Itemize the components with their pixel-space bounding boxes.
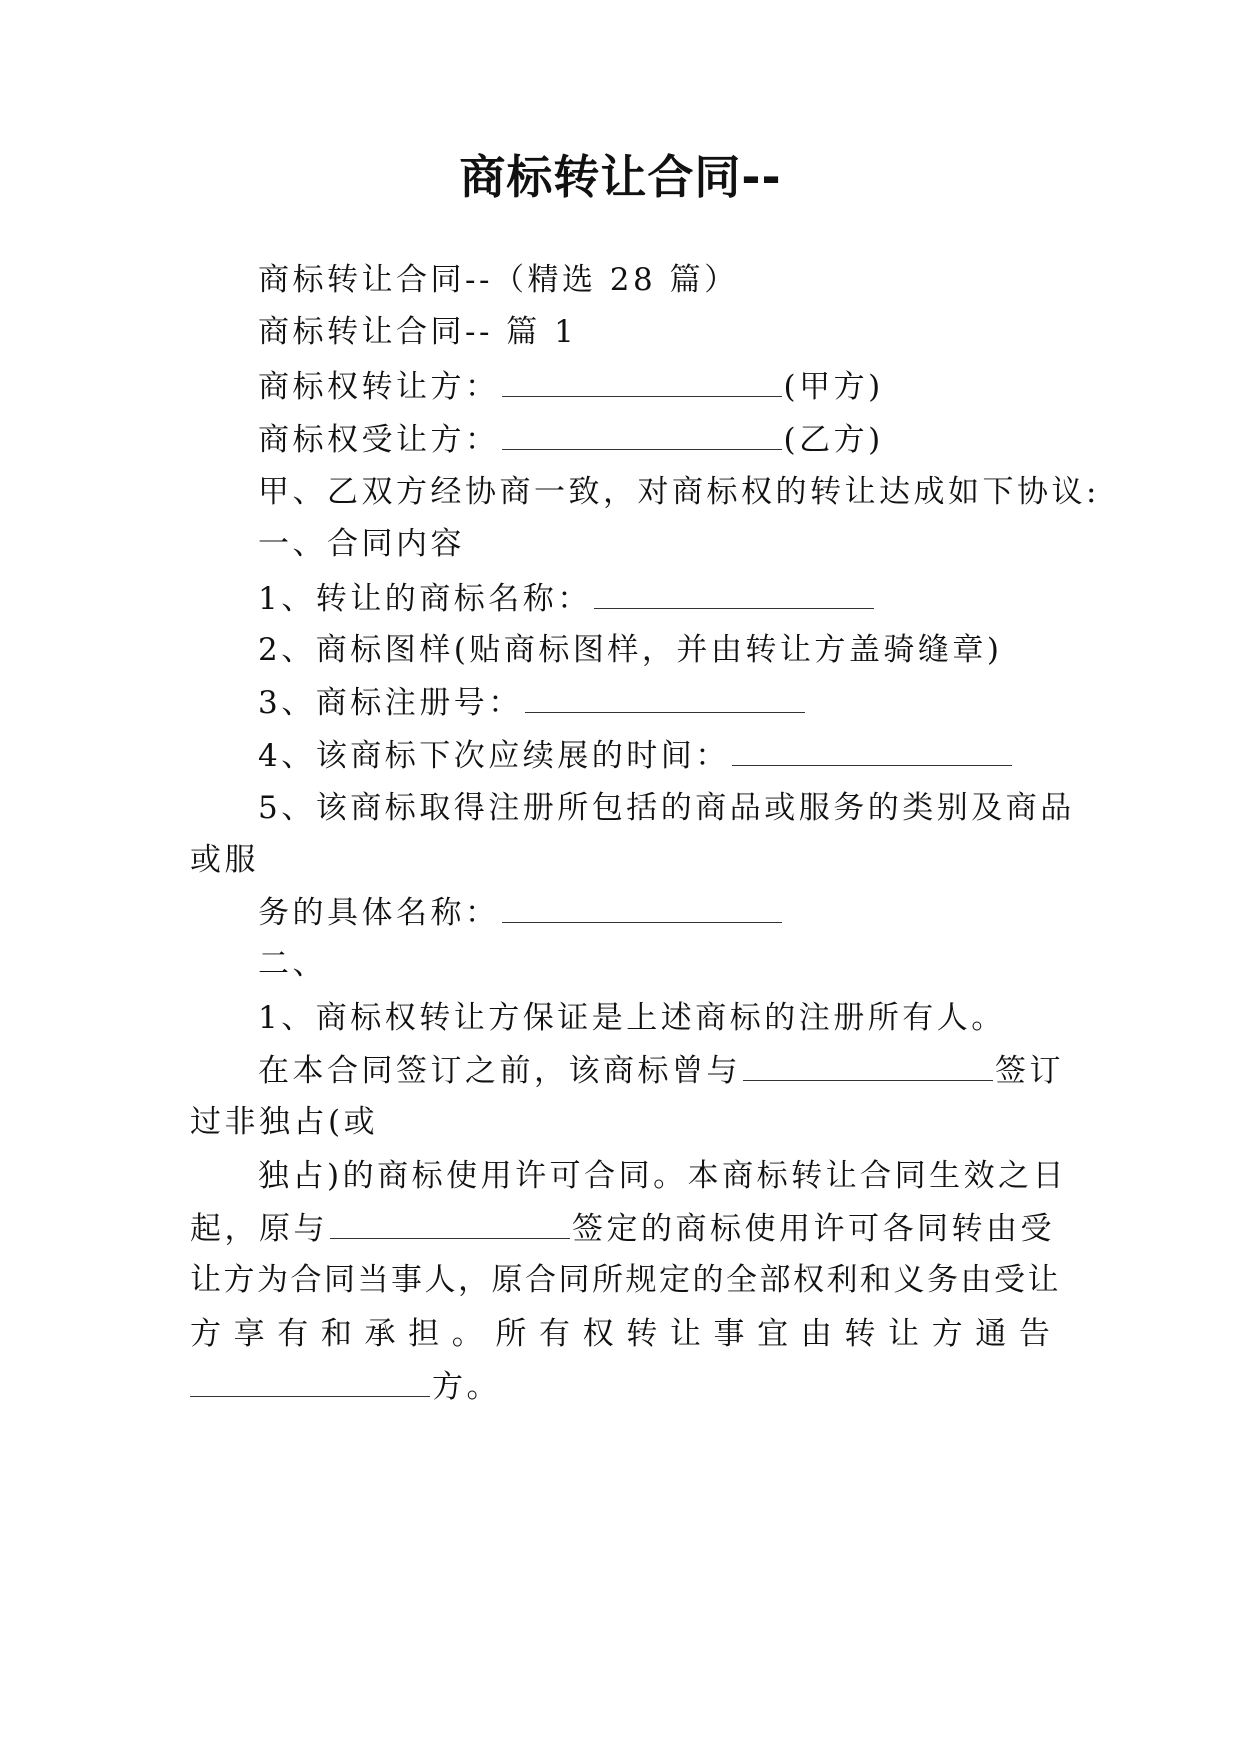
party-a-label: (甲方) (783, 369, 884, 405)
section-heading-text: 商标转让合同-- 篇 1 (258, 314, 578, 350)
registration-number-label: 3、商标注册号： (258, 685, 523, 721)
notice-char: 享 (233, 1316, 265, 1352)
section-heading-line (258, 314, 577, 351)
rights-obligations-text: 让方为合同当事人，原合同所规定的全部权利和义务由受让 (190, 1262, 1061, 1298)
transferor-blank[interactable] (502, 368, 782, 397)
document-title: 商标转让合同-- (459, 150, 782, 204)
notice-char: 担 (408, 1316, 440, 1352)
renewal-time-line (258, 737, 1014, 775)
section-two-heading-text: 二、 (258, 946, 327, 982)
notice-char: 让 (888, 1316, 919, 1352)
prior-license-text: 在本合同签订之前，该商标曾与 (258, 1053, 741, 1089)
contract-content-heading-text: 一、合同内容 (258, 526, 465, 562)
notice-char: 告 (1018, 1316, 1050, 1352)
transferee-label: 商标权受让方： (258, 422, 500, 458)
notice-char: 权 (582, 1316, 614, 1352)
renewal-time-blank[interactable] (732, 737, 1012, 766)
notice-char: 通 (975, 1316, 1007, 1352)
transferee-blank[interactable] (502, 421, 782, 450)
non-exclusive-line (190, 1104, 378, 1141)
notice-char: 事 (713, 1316, 745, 1352)
ownership-guarantee-line (258, 1000, 1006, 1037)
trademark-name-label: 1、转让的商标名称： (258, 581, 592, 617)
agreement-intro-line (258, 474, 1100, 511)
ownership-guarantee-text: 1、商标权转让方保证是上述商标的注册所有人。 (258, 1000, 1006, 1036)
renewal-time-label: 4、该商标下次应续展的时间： (258, 738, 730, 774)
original-party-blank[interactable] (330, 1210, 570, 1239)
section-two-heading (258, 946, 327, 983)
original-party-suffix: 签定的商标使用许可各同转由受 (572, 1211, 1055, 1247)
transferor-label: 商标权转让方： (258, 369, 500, 405)
non-exclusive-text: 过非独占(或 (190, 1104, 379, 1140)
goods-category-continued (190, 842, 259, 879)
final-party-suffix: 方。 (432, 1369, 501, 1405)
goods-name-label: 务的具体名称： (258, 895, 500, 931)
notice-char: 方 (931, 1316, 963, 1352)
subtitle-line (258, 262, 739, 299)
prior-licensee-blank[interactable] (743, 1052, 993, 1081)
goods-category-continued-text: 或服 (190, 842, 259, 878)
trademark-sample-line (258, 632, 1002, 669)
notice-char: 有 (539, 1316, 570, 1352)
contract-content-heading (258, 526, 465, 563)
notice-char: 承 (364, 1316, 396, 1352)
notice-char: 转 (626, 1316, 658, 1352)
notice-char: 转 (844, 1316, 876, 1352)
original-party-line (190, 1210, 1055, 1248)
rights-obligations-line (190, 1262, 1061, 1299)
notified-party-blank[interactable] (190, 1368, 430, 1397)
agreement-intro-text: 甲、乙双方经协商一致，对商标权的转让达成如下协议: (258, 474, 1100, 510)
original-party-prefix: 起，原与 (190, 1211, 328, 1247)
prior-license-line (258, 1052, 1064, 1090)
trademark-sample-text: 2、商标图样(贴商标图样，并由转让方盖骑缝章) (258, 632, 1003, 668)
notice-char: 和 (320, 1316, 352, 1352)
notice-char: 有 (277, 1316, 309, 1352)
trademark-name-line (258, 580, 876, 618)
goods-category-line (258, 790, 1075, 827)
final-party-line (190, 1368, 501, 1406)
goods-category-text: 5、该商标取得注册所包括的商品或服务的类别及商品 (258, 790, 1075, 826)
license-contract-line (258, 1158, 1067, 1195)
transferee-line (258, 421, 884, 459)
goods-name-line (258, 894, 784, 932)
notice-char: 由 (800, 1316, 832, 1352)
notice-char: 所 (495, 1316, 527, 1352)
party-b-label: (乙方) (783, 422, 884, 458)
transferor-line (258, 368, 884, 406)
trademark-name-blank[interactable] (594, 580, 874, 609)
notice-char: 让 (669, 1316, 701, 1352)
notice-char: 宜 (757, 1316, 789, 1352)
notice-char: 。 (451, 1316, 483, 1352)
notice-char: 方 (190, 1316, 221, 1352)
registration-number-line (258, 684, 807, 722)
notice-line (190, 1316, 1050, 1353)
signed-label: 签订 (995, 1053, 1064, 1089)
registration-number-blank[interactable] (525, 684, 805, 713)
license-contract-text: 独占)的商标使用许可合同。本商标转让合同生效之日 (258, 1158, 1068, 1194)
subtitle-text: 商标转让合同--（精选 28 篇） (258, 262, 739, 298)
goods-name-blank[interactable] (502, 894, 782, 923)
